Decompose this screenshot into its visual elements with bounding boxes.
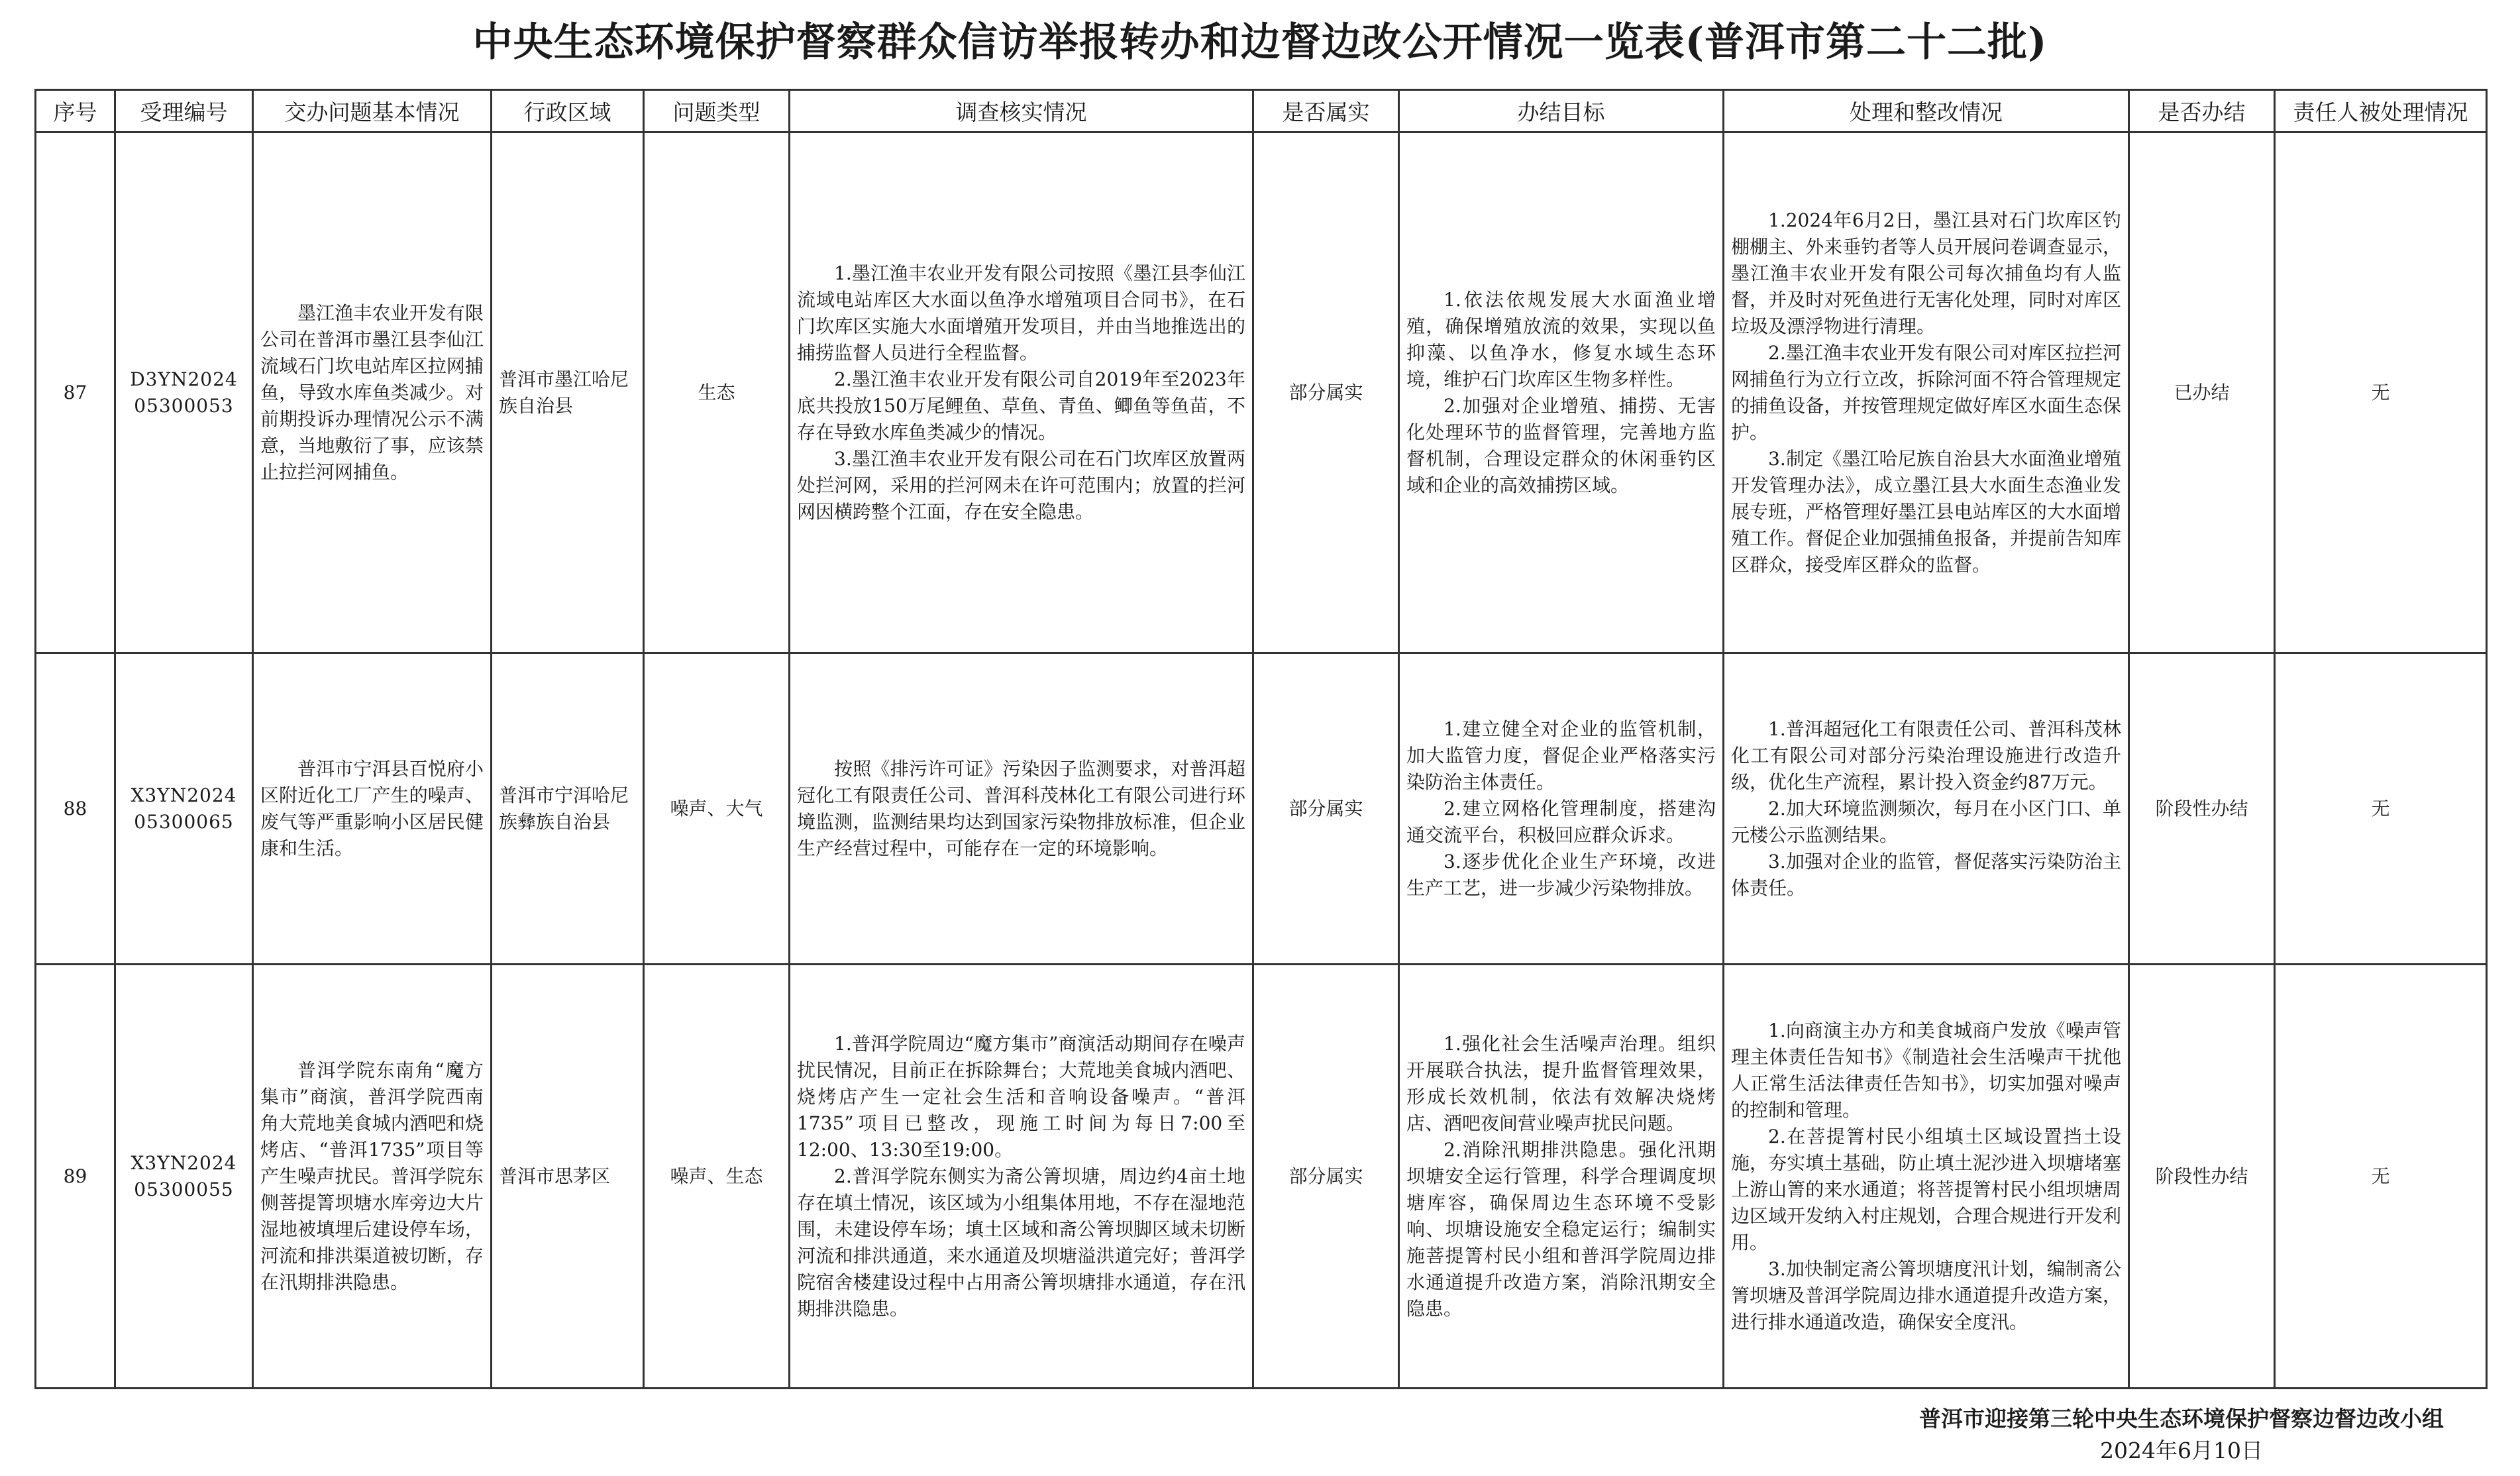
header-cell: 责任人被处理情况 [2275, 90, 2487, 132]
rectification-cell [1724, 965, 2129, 1389]
header-cell: 受理编号 [115, 90, 253, 132]
issue-cell [253, 132, 492, 653]
goal-item: 2.加强对企业增殖、捕捞、无害化处理环节的监督管理，完善地方监督机制，合理设定群众的休闲垂钓区域和企业的高效捕捞区域。 [1406, 394, 1716, 496]
header-cell: 是否属实 [1253, 90, 1399, 132]
header-cell: 处理和整改情况 [1724, 90, 2129, 132]
investigation-item: 2.普洱学院东侧实为斋公箐坝塘，周边约4亩土地存在填土情况，该区域为小组集体用地，不存在湿地范围，未建设停车场；填土区域和斋公箐坝脚区域未切断河流和排洪通道，来水通道及坝塘溢洪道完好；普洱学院宿舍楼建设过程中占用斋公箐坝塘排水通道，存在汛期排洪隐患。 [797, 1165, 1245, 1320]
punishment-cell: 无 [2275, 965, 2487, 1389]
rectification-item: 1.向商演主办方和美食城商户发放《噪声管理主体责任告知书》《制造社会生活噪声干扰他人正常生活法律责任告知书》，切实加强对噪声的控制和管理。 [1731, 1019, 2121, 1121]
case-id: X3YN2024 05300055 [115, 965, 253, 1389]
row-number: 88 [36, 653, 115, 965]
investigation-cell [790, 653, 1253, 965]
header-cell: 是否办结 [2129, 90, 2275, 132]
rectification-item: 2.在菩提箐村民小组填土区域设置挡土设施，夯实填土基础，防止填土泥沙进入坝塘堵塞上游山箐的来水通道；将菩提箐村民小组坝塘周边区域开发纳入村庄规划，合理合规进行开发利用。 [1731, 1125, 2121, 1253]
rectification-cell [1724, 653, 2129, 965]
punishment-cell: 无 [2275, 653, 2487, 965]
row-number: 89 [36, 965, 115, 1389]
rectification-item: 2.墨江渔丰农业开发有限公司对库区拉拦河网捕鱼行为立行立改，拆除河面不符合管理规定的捕鱼设备，并按管理规定做好库区水面生态保护。 [1731, 341, 2121, 443]
table-row [36, 653, 2487, 965]
disclosure-table [34, 89, 2488, 1389]
issue-text: 普洱学院东南角“魔方集市”商演，普洱学院西南角大荒地美食城内酒吧和烧烤店、“普洱1735”项目等产生噪声扰民。普洱学院东侧菩提箐坝塘水库旁边大片湿地被填埋后建设停车场，河流和排洪渠道被切断，存在汛期排洪隐患。 [260, 1059, 484, 1293]
rectification-item: 3.加强对企业的监管，督促落实污染防治主体责任。 [1731, 850, 2121, 899]
investigation-item: 3.墨江渔丰农业开发有限公司在石门坎库区放置两处拦河网，采用的拦河网未在许可范围内；放置的拦河网因横跨整个江面，存在安全隐患。 [797, 447, 1245, 523]
investigation-item: 2.墨江渔丰农业开发有限公司自2019年至2023年底共投放150万尾鲤鱼、草鱼、青鱼、鲫鱼等鱼苗，不存在导致水库鱼类减少的情况。 [797, 368, 1245, 443]
document-footer [1919, 1403, 2444, 1467]
header-cell: 问题类型 [644, 90, 790, 132]
table-row [36, 132, 2487, 653]
goal-item: 1.依法依规发展大水面渔业增殖，确保增殖放流的效果，实现以鱼抑藻、以鱼净水，修复水域生态环境，维护石门坎库区生物多样性。 [1406, 288, 1716, 390]
case-id: X3YN2024 05300065 [115, 653, 253, 965]
goal-cell [1399, 653, 1724, 965]
punishment-cell: 无 [2275, 132, 2487, 653]
rectification-item: 2.加大环境监测频次，每月在小区门口、单元楼公示监测结果。 [1731, 797, 2121, 846]
region-cell: 普洱市宁洱哈尼族彝族自治县 [492, 653, 644, 965]
investigation-cell [790, 965, 1253, 1389]
header-cell: 调查核实情况 [790, 90, 1253, 132]
goal-item: 3.逐步优化企业生产环境，改进生产工艺，进一步减少污染物排放。 [1406, 850, 1716, 899]
page-title: 中央生态环境保护督察群众信访举报转办和边督边改公开情况一览表(普洱市第二十二批) [472, 19, 2048, 66]
verified-cell: 部分属实 [1253, 965, 1399, 1389]
rectification-item: 3.加快制定斋公箐坝塘度汛计划，编制斋公箐坝塘及普洱学院周边排水通道提升改造方案，进行排水通道改造，确保安全度汛。 [1731, 1257, 2121, 1333]
header-cell: 交办问题基本情况 [253, 90, 492, 132]
table-header-row [36, 90, 2487, 132]
investigation-item: 按照《排污许可证》污染因子监测要求，对普洱超冠化工有限责任公司、普洱科茂林化工有限公司进行环境监测，监测结果均达到国家污染物排放标准，但企业生产经营过程中，可能存在一定的环境影响。 [797, 757, 1245, 859]
goal-item: 2.建立网格化管理制度，搭建沟通交流平台，积极回应群众诉求。 [1406, 797, 1716, 846]
goal-item: 1.建立健全对企业的监管机制，加大监管力度，督促企业严格落实污染防治主体责任。 [1406, 717, 1716, 793]
verified-cell: 部分属实 [1253, 132, 1399, 653]
rectification-cell [1724, 132, 2129, 653]
issue-cell [253, 965, 492, 1389]
issuing-organization: 普洱市迎接第三轮中央生态环境保护督察边督边改小组 [1919, 1406, 2444, 1432]
closed-status: 已办结 [2129, 132, 2275, 653]
rectification-item: 1.普洱超冠化工有限责任公司、普洱科茂林化工有限公司对部分污染治理设施进行改造升级，优化生产流程，累计投入资金约87万元。 [1731, 717, 2121, 793]
region-cell: 普洱市墨江哈尼族自治县 [492, 132, 644, 653]
rectification-item: 3.制定《墨江哈尼族自治县大水面渔业增殖开发管理办法》，成立墨江县大水面生态渔业发展专班，严格管理好墨江县电站库区的大水面增殖工作。督促企业加强捕鱼报备，并提前告知库区群众，接受库区群众的监督。 [1731, 447, 2121, 576]
goal-cell [1399, 132, 1724, 653]
case-id: D3YN2024 05300053 [115, 132, 253, 653]
goal-item: 1.强化社会生活噪声治理。组织开展联合执法，提升监督管理效果，形成长效机制，依法有效解决烧烤店、酒吧夜间营业噪声扰民问题。 [1406, 1032, 1716, 1134]
row-number: 87 [36, 132, 115, 653]
closed-status: 阶段性办结 [2129, 965, 2275, 1389]
header-cell: 办结目标 [1399, 90, 1724, 132]
verified-cell: 部分属实 [1253, 653, 1399, 965]
table-row [36, 965, 2487, 1389]
investigation-item: 1.墨江渔丰农业开发有限公司按照《墨江县李仙江流域电站库区大水面以鱼净水增殖项目合同书》，在石门坎库区实施大水面增殖开发项目，并由当地推选出的捕捞监督人员进行全程监督。 [797, 262, 1245, 364]
goal-cell [1399, 965, 1724, 1389]
rectification-item: 1.2024年6月2日，墨江县对石门坎库区钓棚棚主、外来垂钓者等人员开展问卷调查显示，墨江渔丰农业开发有限公司每次捕鱼均有人监督，并及时对死鱼进行无害化处理，同时对库区垃圾及漂浮物进行清理。 [1731, 209, 2121, 337]
issue-cell [253, 653, 492, 965]
type-cell: 噪声、生态 [644, 965, 790, 1389]
closed-status: 阶段性办结 [2129, 653, 2275, 965]
type-cell: 生态 [644, 132, 790, 653]
issue-date: 2024年6月10日 [2100, 1438, 2263, 1463]
investigation-item: 1.普洱学院周边“魔方集市”商演活动期间存在噪声扰民情况，目前正在拆除舞台；大荒地美食城内酒吧、烧烤店产生一定社会生活和音响设备噪声。“普洱1735”项目已整改，现施工时间为每日7:00至12:00、13:30至19:00。 [797, 1032, 1245, 1161]
type-cell: 噪声、大气 [644, 653, 790, 965]
investigation-cell [790, 132, 1253, 653]
header-cell: 序号 [36, 90, 115, 132]
goal-item: 2.消除汛期排洪隐患。强化汛期坝塘安全运行管理，科学合理调度坝塘库容，确保周边生态环境不受影响、坝塘设施安全稳定运行；编制实施菩提箐村民小组和普洱学院周边排水通道提升改造方案，消除汛期安全隐患。 [1406, 1138, 1716, 1320]
region-cell: 普洱市思茅区 [492, 965, 644, 1389]
header-cell: 行政区域 [492, 90, 644, 132]
issue-text: 普洱市宁洱县百悦府小区附近化工厂产生的噪声、废气等严重影响小区居民健康和生活。 [260, 757, 484, 859]
issue-text: 墨江渔丰农业开发有限公司在普洱市墨江县李仙江流域石门坎电站库区拉网捕鱼，导致水库鱼类减少。对前期投诉办理情况公示不满意，当地敷衍了事，应该禁止拉拦河网捕鱼。 [260, 301, 484, 483]
